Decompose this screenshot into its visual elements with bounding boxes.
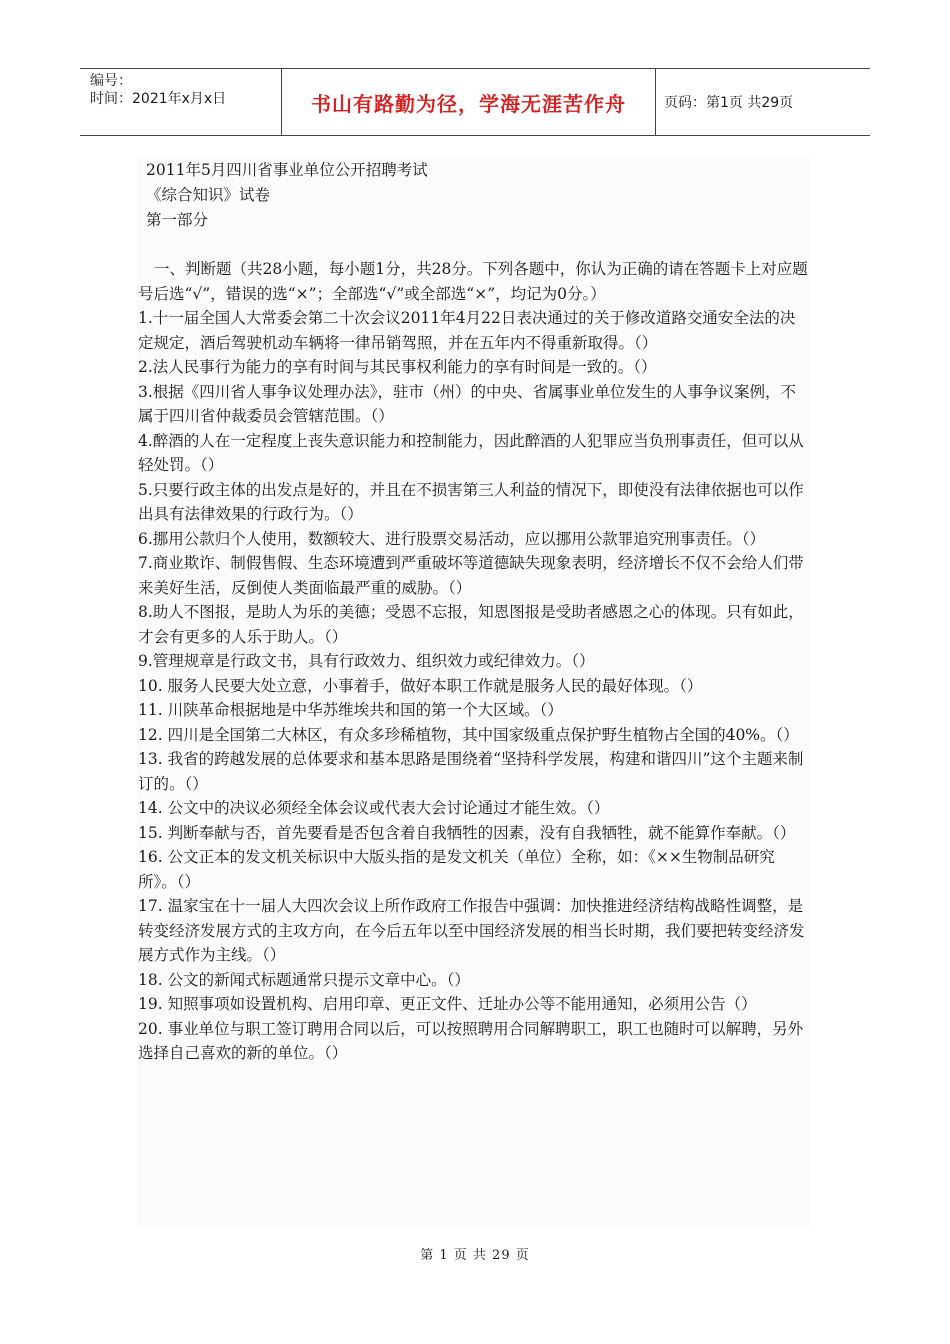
page-footer: 第 1 页 共 29 页: [420, 1248, 530, 1263]
question-item: 6.挪用公款归个人使用，数额较大、进行股票交易活动，应以挪用公款罪追究刑事责任。（）: [138, 529, 766, 548]
question-item: 14. 公文中的决议必须经全体会议或代表大会讨论通过才能生效。（）: [138, 799, 610, 817]
question-item: 8.助人不图报，是助人为乐的美德；受恩不忘报，知恩图报是受助者感恩之心的体现。只有如此，才会有更多的人乐于助人。（）: [138, 603, 804, 646]
question-item: 11. 川陕革命根据地是中华苏维埃共和国的第一个大区域。（）: [138, 701, 563, 719]
header-page-info: 页码：第1页 共29页: [664, 95, 794, 111]
header-motto: 书山有路勤为径，学海无涯苦作舟: [282, 69, 656, 135]
question-item: 9.管理规章是行政文书，具有行政效力、组织效力或纪律效力。（）: [138, 652, 595, 670]
question-item: 1.十一届全国人大常委会第二十次会议2011年4月22日表决通过的关于修改道路交通安全法的决定规定，酒后驾驶机动车辆将一律吊销驾照，并在五年内不得重新取得。（）: [138, 309, 796, 352]
question-item: 5.只要行政主体的出发点是好的，并且在不损害第三人利益的情况下，即使没有法律依据也可以作出具有法律效果的行政行为。（）: [138, 480, 804, 523]
question-item: 7.商业欺诈、制假售假、生态环境遭到严重破坏等道德缺失现象表明，经济增长不仅不会给人们带来美好生活，反倒使人类面临最严重的威胁。（）: [138, 554, 804, 597]
document-number-label: 编号：: [90, 73, 132, 89]
document-body: [138, 158, 810, 1228]
exam-subtitle: 《综合知识》试卷: [146, 186, 271, 204]
question-item: 13. 我省的跨越发展的总体要求和基本思路是围绕着“坚持科学发展，构建和谐四川”这个主题来制订的。（）: [138, 750, 804, 793]
question-item: 20. 事业单位与职工签订聘用合同以后，可以按照聘用合同解聘职工，职工也随时可以解聘，另外选择自己喜欢的新的单位。（）: [138, 1019, 804, 1062]
question-item: 15. 判断奉献与否，首先要看是否包含着自我牺牲的因素，没有自我牺牲，就不能算作奉献。（）: [138, 823, 796, 842]
question-item: 4.醉酒的人在一定程度上丧失意识能力和控制能力，因此醉酒的人犯罪应当负刑事责任，但可以从轻处罚。（）: [138, 431, 804, 474]
header-meta: [80, 69, 282, 135]
question-item: 16. 公文正本的发文机关标识中大版头指的是发文机关（单位）全称，如：《××生物制品研究所》。（）: [138, 848, 775, 891]
section-instructions: 一、判断题（共28小题，每小题1分，共28分。下列各题中，你认为正确的请在答题卡上对应题号后选“√”，错误的选“×”；全部选“√”或全部选“×”，均记为0分。）: [138, 260, 808, 303]
question-item: 17. 温家宝在十一届人大四次会议上所作政府工作报告中强调：加快推进经济结构战略性调整，是转变经济发展方式的主攻方向，在今后五年以至中国经济发展的相当长时期，我们要把转变经济发展方式作为主线。（）: [138, 897, 805, 964]
question-list: [138, 306, 810, 1066]
question-item: 3.根据《四川省人事争议处理办法》，驻市（州）的中央、省属事业单位发生的人事争议案例，不属于四川省仲裁委员会管辖范围。（）: [138, 382, 797, 425]
question-item: 12. 四川是全国第二大林区，有众多珍稀植物，其中国家级重点保护野生植物占全国的40%。（）: [138, 725, 799, 744]
exam-title: 2011年5月四川省事业单位公开招聘考试: [146, 161, 428, 179]
page-header: [80, 68, 870, 136]
question-item: 2.法人民事行为能力的享有时间与其民事权利能力的享有时间是一致的。（）: [138, 358, 657, 376]
question-item: 19. 知照事项如设置机构、启用印章、更正文件、迁址办公等不能用通知，必须用公告（）: [138, 995, 757, 1013]
document-time-label: 时间：2021年x月x日: [90, 91, 227, 107]
question-item: 18. 公文的新闻式标题通常只提示文章中心。（）: [138, 970, 470, 989]
part-heading: 第一部分: [146, 211, 209, 229]
document-title-block: [146, 158, 810, 233]
question-item: 10. 服务人民要大处立意，小事着手，做好本职工作就是服务人民的最好体现。（）: [138, 676, 703, 695]
